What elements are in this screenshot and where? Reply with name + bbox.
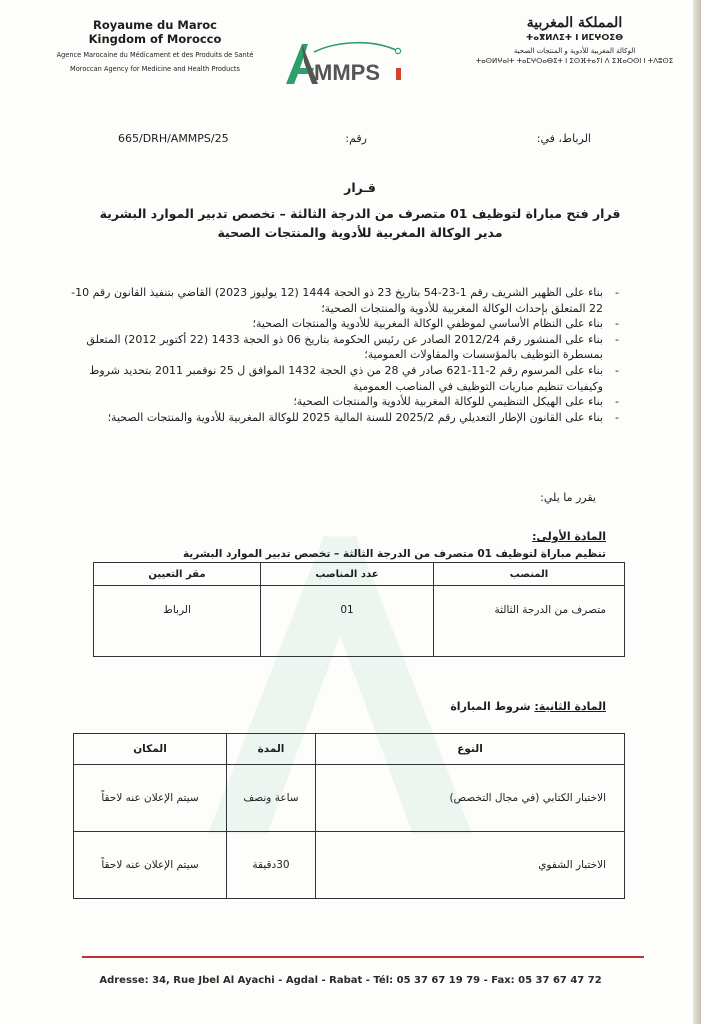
visas-list bbox=[70, 285, 619, 425]
footer-divider bbox=[82, 956, 644, 958]
visa-item: - بناء على الظهير الشريف رقم 1-23-54 بتاريخ 23 ذو الحجة 1444 (12 يوليوز 2023) القاضي بتنفيذ القانون رقم 10-22 المتعلق بإحداث الوكالة المغربية للأدوية والمنتجات الصحية؛ bbox=[70, 285, 603, 316]
table-row bbox=[74, 765, 625, 832]
header-position: المنصب bbox=[434, 563, 625, 586]
article-2-title: المادة الثانية: bbox=[534, 700, 606, 713]
cell-place: سيتم الإعلان عنه لاحقاً bbox=[74, 765, 227, 832]
title-line-1: قرار فتح مباراة لتوظيف 01 متصرف من الدرجة الثالثة – تخصص تدبير الموارد البشرية bbox=[99, 206, 621, 221]
cell-place: سيتم الإعلان عنه لاحقاً bbox=[74, 832, 227, 899]
agency-name-en: Moroccan Agency for Medicine and Health Products bbox=[70, 65, 240, 73]
article-1-title: المادة الأولى: bbox=[532, 530, 606, 543]
article-2-heading bbox=[450, 700, 606, 713]
decision-word: قـرار bbox=[344, 180, 376, 195]
kingdom-en: Kingdom of Morocco bbox=[88, 32, 222, 46]
header-french bbox=[40, 18, 270, 74]
date-label: الرباط، في: bbox=[536, 132, 591, 145]
table-header-row bbox=[94, 563, 625, 586]
cell-exam-type: الاختبار الكتابي (في مجال التخصص) bbox=[316, 765, 625, 832]
page-edge-shadow bbox=[693, 0, 701, 1024]
kingdom-ar: المملكة المغربية bbox=[526, 15, 623, 31]
header-arabic bbox=[472, 14, 677, 67]
visa-item: - بناء على المنشور رقم 2012/24 الصادر عن رئيس الحكومة بتاريخ 06 ذو الحجة 1433 (22 أكتوبر 2012) المتعلق بمسطرة التوظيف بالمؤسسات والمقاولات العمومية؛ bbox=[70, 332, 603, 363]
cell-duration: 30دقيقة bbox=[227, 832, 316, 899]
table-row bbox=[74, 832, 625, 899]
header-location: مقر التعيين bbox=[94, 563, 261, 586]
positions-table bbox=[93, 562, 625, 657]
visa-item: - بناء على المرسوم رقم 2-11-621 صادر في 28 من ذي الحجة 1432 الموافق ل 25 نوفمبر 2011 بتحديد شروط وكيفيات تنظيم مباريات التوظيف في المناصب العمومية bbox=[70, 363, 603, 394]
cell-exam-type: الاختبار الشفوي bbox=[316, 832, 625, 899]
footer-address: Adresse: 34, Rue Jbel Al Ayachi - Agdal - Rabat - Tél: 05 37 67 19 79 - Fax: 05 37 67 47 72 bbox=[99, 975, 602, 986]
header-duration: المدة bbox=[227, 734, 316, 765]
table-header-row bbox=[74, 734, 625, 765]
exam-table bbox=[73, 733, 625, 899]
visa-item: - بناء على الهيكل التنظيمي للوكالة المغربية للأدوية والمنتجات الصحية؛ bbox=[70, 394, 603, 410]
visa-item: - بناء على القانون الإطار التعديلي رقم 2025/2 للسنة المالية 2025 للوكالة المغربية للأدوية والمنتجات الصحية؛ bbox=[70, 410, 603, 426]
header-type: النوع bbox=[316, 734, 625, 765]
kingdom-fr: Royaume du Maroc bbox=[92, 18, 217, 32]
article-2-subtitle: شروط المباراة bbox=[450, 700, 531, 713]
ref-number-label: رقم: bbox=[345, 132, 367, 145]
ammps-logo bbox=[284, 38, 414, 86]
agency-name-fr: Agence Marocaine du Médicament et des Produits de Santé bbox=[56, 51, 254, 59]
header-count: عدد المناصب bbox=[261, 563, 434, 586]
ref-number: 665/DRH/AMMPS/25 bbox=[118, 132, 229, 145]
agency-name-tifinagh: ⵜⴰⵙⵍⵖⴰⵏⵜ ⵜⴰⵎⵖⵔⴰⴱⵉⵜ ⵏ ⵉⵙⴼⵜⴰⵢⵏ ⴷ ⵉⴼⴰⵔⵙⵏ ⵏ ⵜⴷⵓⵙⵉ bbox=[475, 57, 674, 65]
cell-position: متصرف من الدرجة الثالثة bbox=[434, 586, 625, 657]
title-line-2: مدير الوكالة المغربية للأدوية والمنتجات الصحية bbox=[217, 225, 503, 240]
cell-duration: ساعة ونصف bbox=[227, 765, 316, 832]
header-place: المكان bbox=[74, 734, 227, 765]
visa-item: - بناء على النظام الأساسي لموظفي الوكالة المغربية للأدوية والمنتجات الصحية؛ bbox=[70, 316, 603, 332]
decides-following: يقرر ما يلي: bbox=[540, 491, 596, 504]
agency-name-ar: الوكالة المغربية للأدوية و المنتجات الصحية bbox=[513, 47, 636, 55]
kingdom-tifinagh: ⵜⴰⴳⵍⴷⵉⵜ ⵏ ⵍⵎⵖⵔⵉⴱ bbox=[525, 33, 624, 43]
cell-count: 01 bbox=[261, 586, 434, 657]
decision-title bbox=[30, 180, 690, 242]
cell-location: الرباط bbox=[94, 586, 261, 657]
logo-text: MMPS bbox=[314, 60, 380, 85]
table-row bbox=[94, 586, 625, 657]
article-1-subtitle: تنظيم مباراة لتوظيف 01 متصرف من الدرجة الثالثة – تخصص تدبير الموارد البشرية bbox=[182, 548, 606, 560]
